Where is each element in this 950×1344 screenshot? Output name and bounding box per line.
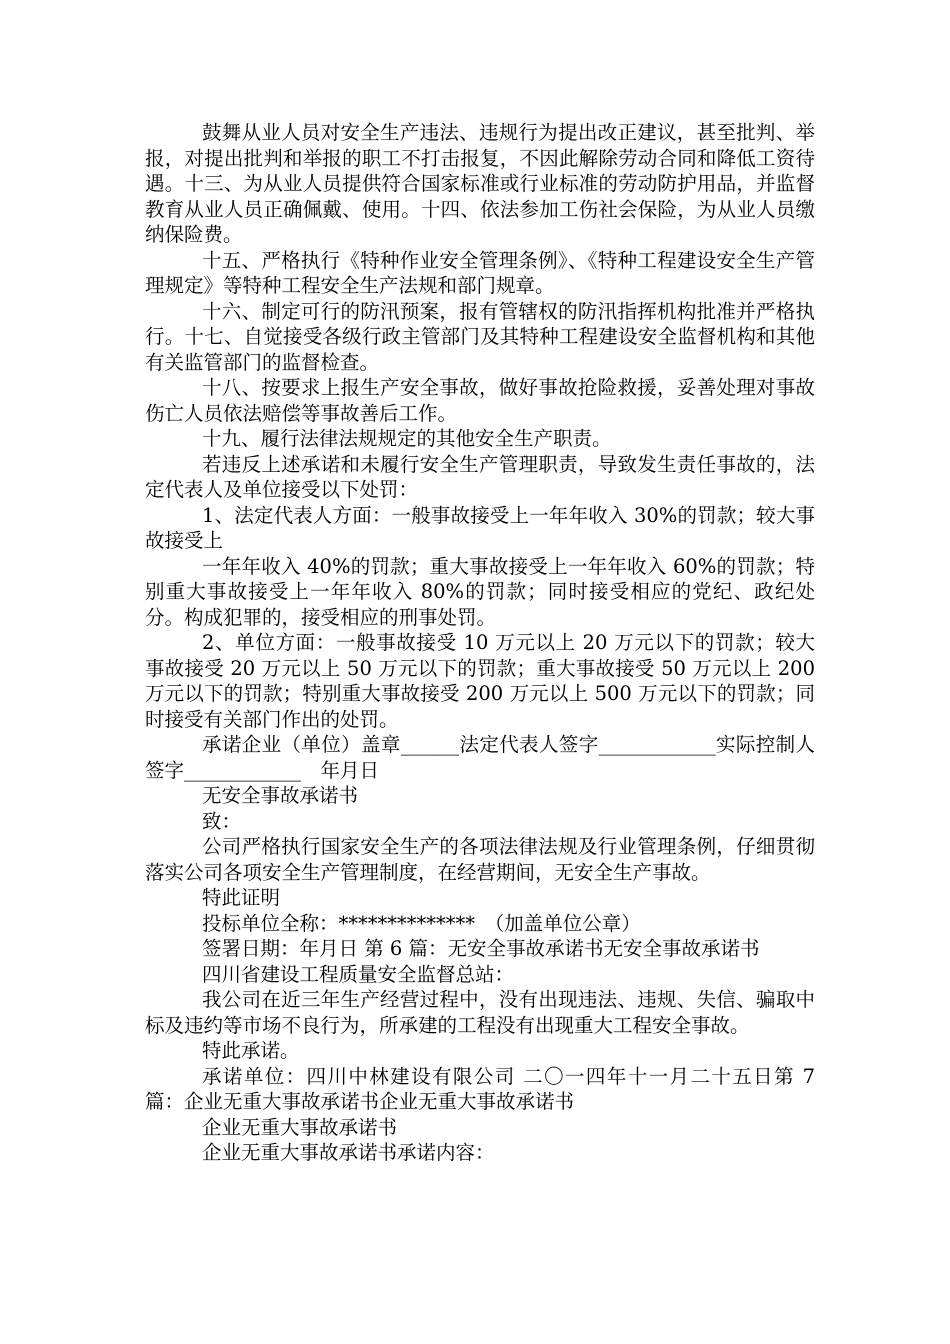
paragraph-salutation: 致： <box>202 809 242 833</box>
heading-no-accident-pledge: 无安全事故承诺书 <box>202 784 359 807</box>
paragraph-pledge-content: 企业无重大事故承诺书承诺内容： <box>202 1141 495 1164</box>
paragraph-sign-date-part6: 签署日期：年月日 第 6 篇：无安全事故承诺书无安全事故承诺书 <box>202 937 760 960</box>
paragraph-three-year-statement: 我公司在近三年生产经营过程中，没有出现违法、违规、失信、骗取中标及违约等市场不良行为，所承建的工程没有出现重大工程安全事故。 <box>145 988 815 1037</box>
paragraph-penalty-legal-rep-cont: 一年年收入 40%的罚款；重大事故接受上一年年收入 60%的罚款；特别重大事故接受上一年年收入 80%的罚款；同时接受相应的党纪、政纪处分。构成犯罪的，接受相应的刑事处罚。 <box>145 554 815 629</box>
heading-no-major-accident: 企业无重大事故承诺书 <box>202 1115 398 1139</box>
paragraph-hereby-pledge: 特此承诺。 <box>202 1039 300 1062</box>
paragraph-bidder-name: 投标单位全称：************** （加盖单位公章） <box>202 911 641 935</box>
paragraph-obligation-19: 十九、履行法律法规规定的其他安全生产职责。 <box>202 427 612 450</box>
paragraph-penalty-intro: 若违反上述承诺和未履行安全生产管理职责，导致发生责任事故的，法定代表人及单位接受以下处罚： <box>145 452 815 501</box>
document-page <box>145 120 815 1166</box>
paragraph-penalty-legal-rep: 1、法定代表人方面：一般事故接受上一年年收入 30%的罚款；较大事故接受上 <box>145 503 815 552</box>
paragraph-obligations-16-17: 十六、制定可行的防汛预案，报有管辖权的防汛指挥机构批准并严格执行。十七、自觉接受各级行政主管部门及其特种工程建设安全监督机构和其他有关监管部门的监督检查。 <box>145 299 815 374</box>
paragraph-penalty-unit: 2、单位方面：一般事故接受 10 万元以上 20 万元以下的罚款；较大事故接受 20 万元以上 50 万元以下的罚款；重大事故接受 50 万元以上 200 万元以下的罚款；特别重大事故接受 200 万元以上 500 万元以下的罚款；同时接受有关部门作出的处罚。 <box>145 631 815 731</box>
paragraph-pledge-unit-part7: 承诺单位：四川中林建设有限公司 二〇一四年十一月二十五日第 7 篇：企业无重大事故承诺书企业无重大事故承诺书 <box>145 1064 815 1113</box>
paragraph-signature-line: 承诺企业（单位）盖章______法定代表人签字____________实际控制人签字____________ 年月日 <box>145 733 815 782</box>
paragraph-addressee: 四川省建设工程质量安全监督总站： <box>202 962 515 986</box>
paragraph-obligations-12-14: 鼓舞从业人员对安全生产违法、违规行为提出改正建议，甚至批判、举报，对提出批判和举报的职工不打击报复，不因此解除劳动合同和降低工资待遇。十三、为从业人员提供符合国家标准或行业标准的劳动防护用品，并监督教育从业人员正确佩戴、使用。十四、依法参加工伤社会保险，为从业人员缴纳保险费。 <box>145 121 815 246</box>
paragraph-obligation-18: 十八、按要求上报生产安全事故，做好事故抢险救援，妥善处理对事故伤亡人员依法赔偿等事故善后工作。 <box>145 376 815 425</box>
paragraph-hereby-certify: 特此证明 <box>202 886 281 909</box>
paragraph-company-statement: 公司严格执行国家安全生产的各项法律法规及行业管理条例，仔细贯彻落实公司各项安全生产管理制度，在经营期间，无安全生产事故。 <box>145 835 815 884</box>
paragraph-obligation-15: 十五、严格执行《特种作业安全管理条例》、《特种工程建设安全生产管理规定》等特种工程安全生产法规和部门规章。 <box>145 248 815 297</box>
